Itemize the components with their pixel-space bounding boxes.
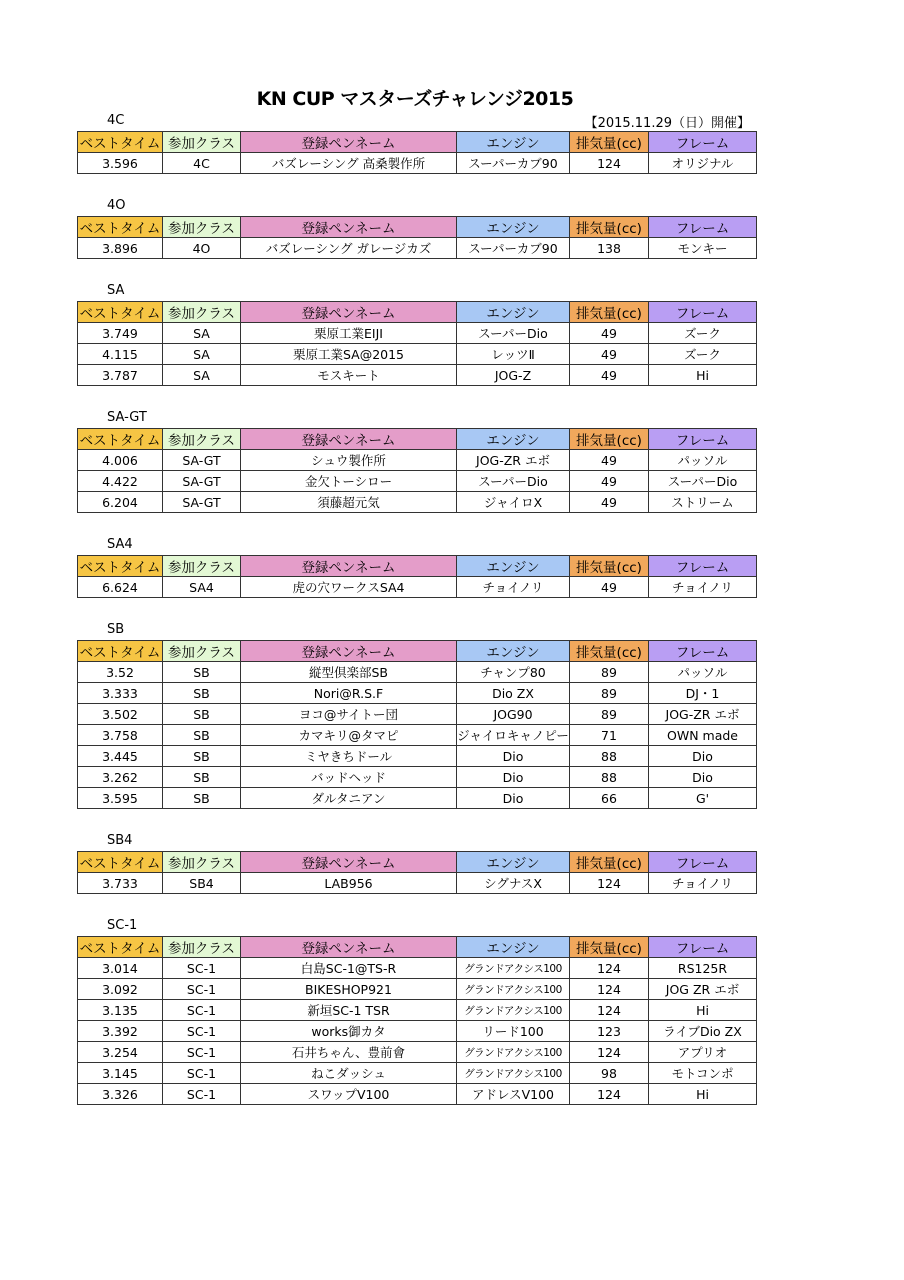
- cell-best-time: 3.52: [78, 662, 163, 683]
- cell-pen-name: 栗原工業EIJI: [241, 323, 457, 344]
- cell-pen-name: 縦型倶楽部SB: [241, 662, 457, 683]
- header-pen-name: 登録ペンネーム: [241, 132, 457, 153]
- table-row: [78, 725, 757, 746]
- header-displacement: 排気量(cc): [570, 217, 649, 238]
- cell-best-time: 3.092: [78, 979, 163, 1000]
- header-row: [78, 556, 757, 577]
- cell-best-time: 3.896: [78, 238, 163, 259]
- cell-class: SB: [163, 662, 241, 683]
- header-class: 参加クラス: [163, 132, 241, 153]
- class-section: [77, 831, 750, 894]
- table-row: [78, 662, 757, 683]
- cell-engine: スーパーカブ90: [457, 153, 570, 174]
- cell-best-time: 3.445: [78, 746, 163, 767]
- table-row: [78, 153, 757, 174]
- header-best-time: ベストタイム: [78, 217, 163, 238]
- cell-frame: DJ・1: [649, 683, 757, 704]
- cell-best-time: 3.392: [78, 1021, 163, 1042]
- header-class: 参加クラス: [163, 302, 241, 323]
- cell-pen-name: モスキート: [241, 365, 457, 386]
- header-class: 参加クラス: [163, 852, 241, 873]
- table-row: [78, 323, 757, 344]
- cell-engine: スーパーDio: [457, 323, 570, 344]
- header-pen-name: 登録ペンネーム: [241, 217, 457, 238]
- cell-frame: G': [649, 788, 757, 809]
- cell-best-time: 3.326: [78, 1084, 163, 1105]
- header-pen-name: 登録ペンネーム: [241, 429, 457, 450]
- cell-frame: モトコンポ: [649, 1063, 757, 1084]
- cell-pen-name: バズレーシング 高桑製作所: [241, 153, 457, 174]
- cell-engine: グランドアクシス100: [457, 979, 570, 1000]
- cell-class: SB: [163, 767, 241, 788]
- header-pen-name: 登録ペンネーム: [241, 302, 457, 323]
- results-table: [77, 216, 757, 259]
- cell-displacement: 123: [570, 1021, 649, 1042]
- cell-best-time: 3.502: [78, 704, 163, 725]
- cell-best-time: 3.596: [78, 153, 163, 174]
- cell-pen-name: ダルタニアン: [241, 788, 457, 809]
- cell-engine: グランドアクシス100: [457, 1042, 570, 1063]
- section-label: 4O: [107, 198, 126, 213]
- cell-frame: JOG-ZR エボ: [649, 704, 757, 725]
- cell-class: SB4: [163, 873, 241, 894]
- cell-best-time: 3.254: [78, 1042, 163, 1063]
- cell-frame: Hi: [649, 1084, 757, 1105]
- cell-frame: ストリーム: [649, 492, 757, 513]
- header-row: [78, 217, 757, 238]
- cell-best-time: 4.006: [78, 450, 163, 471]
- cell-best-time: 3.595: [78, 788, 163, 809]
- header-displacement: 排気量(cc): [570, 132, 649, 153]
- table-row: [78, 958, 757, 979]
- cell-engine: グランドアクシス100: [457, 1000, 570, 1021]
- header-engine: エンジン: [457, 852, 570, 873]
- cell-displacement: 49: [570, 365, 649, 386]
- header-engine: エンジン: [457, 641, 570, 662]
- cell-displacement: 49: [570, 450, 649, 471]
- cell-best-time: 4.115: [78, 344, 163, 365]
- cell-best-time: 6.204: [78, 492, 163, 513]
- table-row: [78, 1042, 757, 1063]
- table-row: [78, 767, 757, 788]
- header-engine: エンジン: [457, 556, 570, 577]
- header-engine: エンジン: [457, 937, 570, 958]
- cell-pen-name: ヨコ@サイトー団: [241, 704, 457, 725]
- cell-class: SA: [163, 344, 241, 365]
- cell-engine: チャンプ80: [457, 662, 570, 683]
- header-frame: フレーム: [649, 937, 757, 958]
- header-class: 参加クラス: [163, 429, 241, 450]
- table-row: [78, 492, 757, 513]
- cell-pen-name: 栗原工業SA@2015: [241, 344, 457, 365]
- event-date: 【2015.11.29（日）開催】: [584, 116, 750, 131]
- cell-displacement: 49: [570, 492, 649, 513]
- cell-pen-name: Nori@R.S.F: [241, 683, 457, 704]
- cell-pen-name: 石井ちゃん、豊前會: [241, 1042, 457, 1063]
- cell-displacement: 124: [570, 979, 649, 1000]
- class-section: [77, 281, 750, 386]
- cell-engine: スーパーDio: [457, 471, 570, 492]
- header-displacement: 排気量(cc): [570, 302, 649, 323]
- section-label: SB4: [107, 833, 133, 848]
- header-class: 参加クラス: [163, 641, 241, 662]
- cell-class: SB: [163, 683, 241, 704]
- cell-engine: ジャイロX: [457, 492, 570, 513]
- cell-pen-name: バズレーシング ガレージカズ: [241, 238, 457, 259]
- results-table: [77, 301, 757, 386]
- class-section: [77, 196, 750, 259]
- class-section: [77, 408, 750, 513]
- cell-class: SA-GT: [163, 450, 241, 471]
- cell-frame: Hi: [649, 1000, 757, 1021]
- header-row: [78, 641, 757, 662]
- cell-displacement: 49: [570, 577, 649, 598]
- header-engine: エンジン: [457, 132, 570, 153]
- cell-class: SB: [163, 725, 241, 746]
- header-best-time: ベストタイム: [78, 937, 163, 958]
- results-table: [77, 131, 757, 174]
- cell-pen-name: カマキリ@タマピ: [241, 725, 457, 746]
- section-label: SA: [107, 283, 125, 298]
- table-row: [78, 873, 757, 894]
- cell-engine: Dio: [457, 767, 570, 788]
- cell-best-time: 3.787: [78, 365, 163, 386]
- cell-class: SC-1: [163, 1042, 241, 1063]
- cell-best-time: 3.145: [78, 1063, 163, 1084]
- cell-pen-name: 白島SC-1@TS-R: [241, 958, 457, 979]
- header-pen-name: 登録ペンネーム: [241, 852, 457, 873]
- cell-displacement: 89: [570, 683, 649, 704]
- table-row: [78, 577, 757, 598]
- cell-best-time: 3.733: [78, 873, 163, 894]
- cell-pen-name: ねこダッシュ: [241, 1063, 457, 1084]
- cell-frame: スーパーDio: [649, 471, 757, 492]
- cell-displacement: 71: [570, 725, 649, 746]
- header-frame: フレーム: [649, 556, 757, 577]
- cell-displacement: 124: [570, 153, 649, 174]
- header-best-time: ベストタイム: [78, 132, 163, 153]
- header-row: [78, 132, 757, 153]
- table-row: [78, 1084, 757, 1105]
- cell-displacement: 124: [570, 1000, 649, 1021]
- cell-frame: OWN made: [649, 725, 757, 746]
- header-frame: フレーム: [649, 429, 757, 450]
- section-label: SA-GT: [107, 410, 147, 425]
- table-row: [78, 365, 757, 386]
- cell-frame: チョイノリ: [649, 577, 757, 598]
- cell-engine: ジャイロキャノピー: [457, 725, 570, 746]
- header-frame: フレーム: [649, 132, 757, 153]
- header-frame: フレーム: [649, 302, 757, 323]
- cell-frame: ズーク: [649, 344, 757, 365]
- cell-class: SB: [163, 704, 241, 725]
- cell-best-time: 3.014: [78, 958, 163, 979]
- cell-displacement: 89: [570, 662, 649, 683]
- cell-displacement: 89: [570, 704, 649, 725]
- cell-best-time: 3.749: [78, 323, 163, 344]
- cell-engine: レッツⅡ: [457, 344, 570, 365]
- class-section: [77, 535, 750, 598]
- cell-frame: JOG ZR エボ: [649, 979, 757, 1000]
- cell-class: 4O: [163, 238, 241, 259]
- cell-pen-name: バッドヘッド: [241, 767, 457, 788]
- header-displacement: 排気量(cc): [570, 852, 649, 873]
- header-row: [78, 937, 757, 958]
- cell-class: SC-1: [163, 958, 241, 979]
- results-table: [77, 428, 757, 513]
- cell-engine: アドレスV100: [457, 1084, 570, 1105]
- cell-displacement: 88: [570, 746, 649, 767]
- table-row: [78, 704, 757, 725]
- header-displacement: 排気量(cc): [570, 937, 649, 958]
- header-displacement: 排気量(cc): [570, 641, 649, 662]
- cell-engine: JOG-Z: [457, 365, 570, 386]
- results-table: [77, 851, 757, 894]
- header-row: [78, 852, 757, 873]
- cell-displacement: 124: [570, 873, 649, 894]
- cell-engine: チョイノリ: [457, 577, 570, 598]
- cell-class: SC-1: [163, 1000, 241, 1021]
- table-row: [78, 1021, 757, 1042]
- header-pen-name: 登録ペンネーム: [241, 556, 457, 577]
- table-row: [78, 788, 757, 809]
- cell-pen-name: 金欠トーシロー: [241, 471, 457, 492]
- results-table: [77, 555, 757, 598]
- header-best-time: ベストタイム: [78, 302, 163, 323]
- cell-class: SC-1: [163, 1021, 241, 1042]
- class-section: [77, 620, 750, 809]
- header-best-time: ベストタイム: [78, 852, 163, 873]
- cell-frame: オリジナル: [649, 153, 757, 174]
- results-table: [77, 640, 757, 809]
- cell-pen-name: LAB956: [241, 873, 457, 894]
- header-pen-name: 登録ペンネーム: [241, 937, 457, 958]
- header-frame: フレーム: [649, 641, 757, 662]
- section-label: SA4: [107, 537, 133, 552]
- cell-frame: チョイノリ: [649, 873, 757, 894]
- cell-pen-name: 新垣SC-1 TSR: [241, 1000, 457, 1021]
- table-row: [78, 683, 757, 704]
- cell-frame: ライブDio ZX: [649, 1021, 757, 1042]
- cell-frame: モンキー: [649, 238, 757, 259]
- cell-displacement: 49: [570, 471, 649, 492]
- cell-best-time: 3.758: [78, 725, 163, 746]
- header-frame: フレーム: [649, 217, 757, 238]
- cell-engine: JOG-ZR エボ: [457, 450, 570, 471]
- header-class: 参加クラス: [163, 556, 241, 577]
- header-displacement: 排気量(cc): [570, 429, 649, 450]
- cell-displacement: 98: [570, 1063, 649, 1084]
- cell-displacement: 124: [570, 958, 649, 979]
- cell-frame: RS125R: [649, 958, 757, 979]
- header-frame: フレーム: [649, 852, 757, 873]
- table-row: [78, 1000, 757, 1021]
- class-section: [77, 916, 750, 1105]
- cell-class: SA4: [163, 577, 241, 598]
- header-displacement: 排気量(cc): [570, 556, 649, 577]
- cell-class: SC-1: [163, 979, 241, 1000]
- cell-pen-name: BIKESHOP921: [241, 979, 457, 1000]
- cell-class: SC-1: [163, 1084, 241, 1105]
- cell-engine: JOG90: [457, 704, 570, 725]
- section-label: SC-1: [107, 918, 138, 933]
- cell-best-time: 3.262: [78, 767, 163, 788]
- cell-frame: アプリオ: [649, 1042, 757, 1063]
- results-sections: [77, 111, 750, 1127]
- cell-engine: グランドアクシス100: [457, 1063, 570, 1084]
- table-row: [78, 1063, 757, 1084]
- cell-displacement: 124: [570, 1084, 649, 1105]
- header-class: 参加クラス: [163, 217, 241, 238]
- cell-displacement: 138: [570, 238, 649, 259]
- header-best-time: ベストタイム: [78, 556, 163, 577]
- cell-frame: Hi: [649, 365, 757, 386]
- cell-class: SC-1: [163, 1063, 241, 1084]
- header-best-time: ベストタイム: [78, 429, 163, 450]
- cell-class: SA: [163, 323, 241, 344]
- cell-displacement: 124: [570, 1042, 649, 1063]
- table-row: [78, 979, 757, 1000]
- cell-displacement: 66: [570, 788, 649, 809]
- cell-pen-name: シュウ製作所: [241, 450, 457, 471]
- cell-engine: スーパーカブ90: [457, 238, 570, 259]
- cell-frame: ズーク: [649, 323, 757, 344]
- cell-class: SA-GT: [163, 471, 241, 492]
- cell-best-time: 4.422: [78, 471, 163, 492]
- cell-engine: Dio: [457, 788, 570, 809]
- cell-best-time: 6.624: [78, 577, 163, 598]
- header-engine: エンジン: [457, 302, 570, 323]
- cell-engine: Dio: [457, 746, 570, 767]
- cell-pen-name: 虎の穴ワークスSA4: [241, 577, 457, 598]
- cell-engine: Dio ZX: [457, 683, 570, 704]
- cell-class: SA: [163, 365, 241, 386]
- header-class: 参加クラス: [163, 937, 241, 958]
- cell-frame: パッソル: [649, 662, 757, 683]
- cell-pen-name: works御カタ: [241, 1021, 457, 1042]
- cell-displacement: 49: [570, 344, 649, 365]
- header-row: [78, 302, 757, 323]
- header-engine: エンジン: [457, 429, 570, 450]
- table-row: [78, 471, 757, 492]
- cell-engine: シグナスX: [457, 873, 570, 894]
- cell-pen-name: 須藤超元気: [241, 492, 457, 513]
- header-row: [78, 429, 757, 450]
- cell-class: SA-GT: [163, 492, 241, 513]
- cell-displacement: 88: [570, 767, 649, 788]
- page-title: KN CUP マスターズチャレンジ2015: [256, 88, 574, 110]
- cell-pen-name: スワップV100: [241, 1084, 457, 1105]
- cell-pen-name: ミヤきちドール: [241, 746, 457, 767]
- class-section: [77, 111, 750, 174]
- cell-frame: Dio: [649, 767, 757, 788]
- header-best-time: ベストタイム: [78, 641, 163, 662]
- table-row: [78, 450, 757, 471]
- cell-frame: パッソル: [649, 450, 757, 471]
- cell-best-time: 3.135: [78, 1000, 163, 1021]
- table-row: [78, 344, 757, 365]
- table-row: [78, 746, 757, 767]
- header-engine: エンジン: [457, 217, 570, 238]
- section-label: 4C: [107, 113, 125, 128]
- section-label: SB: [107, 622, 125, 637]
- results-table: [77, 936, 757, 1105]
- table-row: [78, 238, 757, 259]
- cell-frame: Dio: [649, 746, 757, 767]
- cell-engine: リード100: [457, 1021, 570, 1042]
- cell-engine: グランドアクシス100: [457, 958, 570, 979]
- cell-best-time: 3.333: [78, 683, 163, 704]
- cell-class: SB: [163, 788, 241, 809]
- cell-class: SB: [163, 746, 241, 767]
- header-pen-name: 登録ペンネーム: [241, 641, 457, 662]
- cell-class: 4C: [163, 153, 241, 174]
- cell-displacement: 49: [570, 323, 649, 344]
